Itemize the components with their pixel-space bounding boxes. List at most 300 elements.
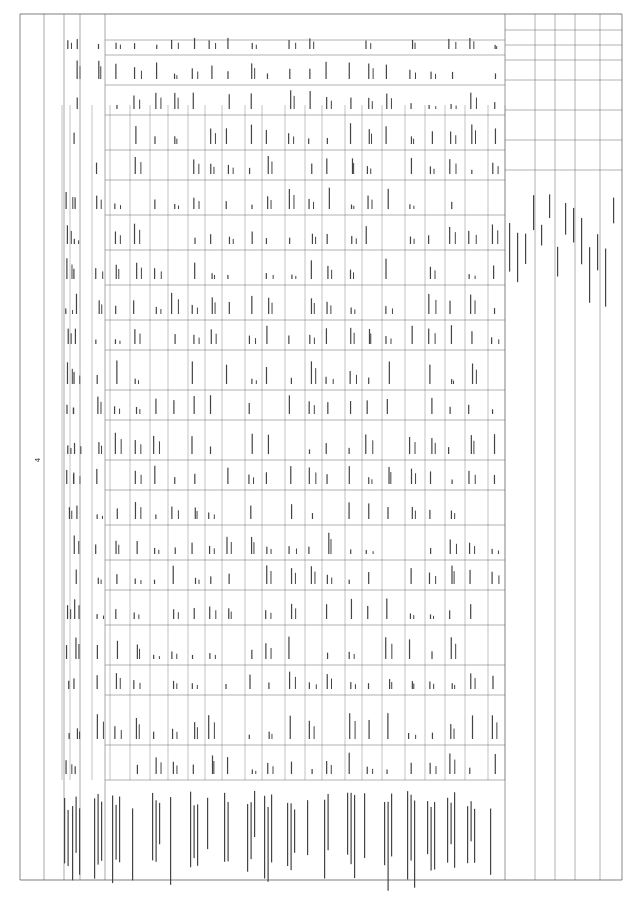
cell-text-mark — [455, 135, 456, 144]
cell-text-mark — [371, 134, 372, 144]
cell-text-mark — [197, 308, 198, 314]
cell-text-mark — [176, 683, 177, 689]
row-label-text — [411, 795, 412, 861]
cell-text-mark — [178, 43, 179, 49]
cell-text-mark — [309, 449, 310, 454]
cell-text-mark — [373, 68, 374, 79]
cell-text-mark — [295, 573, 296, 584]
cell-text-mark — [98, 578, 99, 584]
cell-text-mark — [76, 294, 77, 314]
cell-text-mark — [215, 302, 216, 314]
cell-text-mark — [251, 93, 252, 109]
cell-text-mark — [73, 408, 74, 414]
cell-text-mark — [432, 131, 433, 144]
cell-text-mark — [71, 43, 72, 49]
cell-text-mark — [476, 370, 477, 384]
cell-text-mark — [409, 70, 410, 79]
cell-text-mark — [95, 340, 96, 344]
cell-text-mark — [67, 445, 68, 454]
cell-text-mark — [137, 765, 138, 774]
row-label-text — [116, 805, 117, 860]
row-label-text — [388, 802, 389, 891]
cell-text-mark — [366, 550, 367, 554]
cell-text-mark — [454, 685, 455, 689]
cell-text-mark — [415, 43, 416, 49]
cell-text-mark — [353, 272, 354, 279]
row-label-text — [152, 793, 153, 860]
cell-text-mark — [115, 541, 116, 554]
cell-text-mark — [330, 539, 331, 554]
cell-text-mark — [288, 133, 289, 144]
cell-text-mark — [354, 333, 355, 344]
cell-text-mark — [471, 331, 472, 344]
cell-text-mark — [429, 365, 430, 384]
cell-text-mark — [289, 238, 290, 244]
cell-text-mark — [267, 73, 268, 79]
cell-text-mark — [194, 722, 195, 739]
cell-text-mark — [115, 43, 116, 49]
cell-text-mark — [498, 550, 499, 554]
cell-text-mark — [367, 767, 368, 774]
cell-text-mark — [100, 402, 101, 414]
row-label-text — [72, 806, 73, 881]
cell-text-mark — [328, 533, 329, 554]
cell-text-mark — [331, 578, 332, 584]
cell-text-mark — [413, 206, 414, 209]
cell-text-mark — [449, 301, 450, 314]
cell-text-mark — [229, 302, 230, 314]
cell-text-mark — [273, 275, 274, 279]
cell-text-mark — [291, 275, 292, 279]
cell-text-mark — [174, 93, 175, 109]
cell-text-mark — [120, 678, 121, 689]
row-label-text — [490, 809, 491, 875]
cell-text-mark — [256, 45, 257, 49]
cell-text-mark — [268, 298, 269, 314]
cell-text-mark — [353, 163, 354, 174]
cell-text-mark — [372, 440, 373, 454]
cell-text-mark — [215, 655, 216, 659]
cell-text-mark — [255, 338, 256, 344]
cell-text-mark — [172, 729, 173, 739]
cell-text-mark — [227, 275, 228, 279]
cell-text-mark — [368, 64, 369, 79]
cell-text-mark — [72, 369, 73, 384]
row-label-text — [194, 805, 195, 858]
cell-text-mark — [96, 469, 97, 484]
header-text — [597, 234, 598, 270]
cell-text-mark — [66, 645, 67, 659]
cell-text-mark — [199, 338, 200, 344]
cell-text-mark — [349, 580, 350, 584]
cell-text-mark — [254, 68, 255, 79]
header-text — [525, 234, 526, 264]
cell-text-mark — [435, 270, 436, 279]
cell-text-mark — [372, 101, 373, 109]
cell-text-mark — [412, 326, 413, 344]
row-label-text — [264, 796, 265, 879]
cell-text-mark — [115, 433, 116, 454]
cell-text-mark — [191, 543, 192, 554]
cell-text-mark — [216, 334, 217, 344]
cell-text-mark — [391, 98, 392, 109]
cell-text-mark — [98, 442, 99, 454]
cell-text-mark — [267, 763, 268, 774]
cell-text-mark — [212, 297, 213, 314]
cell-text-mark — [71, 333, 72, 344]
cell-text-mark — [66, 470, 67, 484]
cell-text-mark — [430, 763, 431, 774]
cell-text-mark — [293, 136, 294, 144]
cell-text-mark — [326, 604, 327, 619]
cell-text-mark — [97, 645, 98, 659]
cell-text-mark — [455, 232, 456, 244]
cell-text-mark — [159, 656, 160, 659]
cell-text-mark — [77, 39, 78, 49]
cell-text-mark — [209, 40, 210, 49]
cell-text-mark — [198, 164, 199, 174]
cell-text-mark — [74, 535, 75, 554]
cell-text-mark — [497, 230, 498, 244]
cell-text-mark — [73, 269, 74, 279]
cell-text-mark — [435, 766, 436, 774]
cell-text-mark — [268, 682, 269, 689]
cell-text-mark — [435, 300, 436, 314]
cell-text-mark — [491, 572, 492, 584]
cell-text-mark — [138, 380, 139, 384]
cell-text-mark — [197, 727, 198, 739]
row-label-text — [474, 809, 475, 863]
cell-text-mark — [350, 371, 351, 384]
cell-text-mark — [154, 199, 155, 209]
cell-text-mark — [311, 298, 312, 314]
cell-text-mark — [115, 306, 116, 314]
cell-text-mark — [428, 235, 429, 244]
cell-text-mark — [210, 164, 211, 174]
cell-text-mark — [295, 276, 296, 279]
cell-text-mark — [101, 304, 102, 314]
cell-text-mark — [226, 201, 227, 209]
cell-text-mark — [80, 446, 81, 454]
cell-text-mark — [469, 570, 470, 584]
cell-text-mark — [476, 98, 477, 109]
cell-text-mark — [72, 197, 73, 209]
cell-text-mark — [248, 475, 249, 484]
cell-text-mark — [194, 396, 195, 414]
cell-text-mark — [252, 232, 253, 244]
cell-text-mark — [475, 130, 476, 144]
cell-text-mark — [368, 477, 369, 484]
header-text — [509, 223, 510, 272]
cell-text-mark — [73, 678, 74, 689]
cell-text-mark — [115, 64, 116, 79]
cell-text-mark — [314, 405, 315, 414]
cell-text-mark — [271, 734, 272, 739]
cell-text-mark — [326, 443, 327, 454]
cell-text-mark — [492, 409, 493, 414]
cell-text-mark — [176, 765, 177, 774]
cell-text-mark — [71, 231, 72, 244]
cell-text-mark — [69, 507, 70, 519]
cell-text-mark — [350, 98, 351, 109]
row-label-text — [391, 794, 392, 857]
cell-text-mark — [73, 473, 74, 484]
cell-text-mark — [327, 674, 328, 689]
row-label-text — [101, 802, 102, 861]
cell-text-mark — [365, 434, 366, 454]
cell-text-mark — [314, 303, 315, 314]
row-label-text — [76, 797, 77, 853]
cell-text-mark — [451, 379, 452, 384]
cell-text-mark — [153, 436, 154, 454]
cell-text-mark — [470, 93, 471, 109]
cell-text-mark — [134, 224, 135, 244]
row-label-text — [170, 797, 171, 885]
cell-text-mark — [226, 365, 227, 384]
row-label-text — [291, 803, 292, 870]
cell-text-mark — [137, 644, 138, 659]
cell-text-mark — [470, 604, 471, 619]
cell-text-mark — [192, 655, 193, 659]
cell-text-mark — [371, 479, 372, 484]
cell-text-mark — [210, 446, 211, 454]
cell-text-mark — [231, 542, 232, 554]
row-label-text — [207, 798, 208, 849]
cell-text-mark — [209, 606, 210, 619]
cell-text-mark — [291, 604, 292, 619]
cell-text-mark — [415, 73, 416, 79]
cell-text-mark — [156, 45, 157, 49]
cell-text-mark — [193, 765, 194, 774]
cell-text-mark — [326, 97, 327, 109]
cell-text-mark — [66, 192, 67, 209]
cell-text-mark — [430, 166, 431, 174]
cell-text-mark — [227, 38, 228, 49]
cell-text-mark — [469, 274, 470, 279]
cell-text-mark — [210, 576, 211, 584]
cell-text-mark — [387, 399, 388, 414]
cell-text-mark — [368, 98, 369, 109]
cell-text-mark — [161, 271, 162, 279]
cell-text-mark — [79, 66, 80, 79]
cell-text-mark — [139, 649, 140, 659]
cell-text-mark — [174, 204, 175, 209]
cell-text-mark — [289, 189, 290, 209]
cell-text-mark — [194, 38, 195, 49]
cell-text-mark — [349, 753, 350, 774]
cell-text-mark — [79, 376, 80, 384]
cell-text-mark — [228, 165, 229, 174]
cell-text-mark — [412, 507, 413, 519]
cell-text-mark — [103, 616, 104, 619]
cell-text-mark — [388, 189, 389, 209]
cell-text-mark — [385, 259, 386, 279]
cell-text-mark — [385, 637, 386, 659]
cell-text-mark — [327, 575, 328, 584]
row-label-text — [68, 810, 69, 866]
cell-text-mark — [73, 133, 74, 144]
row-label-text — [94, 798, 95, 878]
cell-text-mark — [495, 128, 496, 144]
cell-text-mark — [153, 732, 154, 739]
cell-text-mark — [208, 715, 209, 739]
row-label-text — [132, 808, 133, 880]
cell-text-mark — [78, 240, 79, 244]
cell-text-mark — [289, 395, 290, 414]
cell-text-mark — [193, 93, 194, 109]
cell-text-mark — [139, 230, 140, 244]
cell-text-mark — [251, 650, 252, 659]
cell-text-mark — [452, 72, 453, 79]
cell-text-mark — [451, 566, 452, 584]
cell-text-mark — [309, 401, 310, 414]
cell-text-mark — [252, 434, 253, 454]
cell-text-mark — [225, 684, 226, 689]
cell-text-mark — [295, 43, 296, 49]
cell-text-mark — [233, 239, 234, 244]
cell-text-mark — [389, 679, 390, 689]
cell-text-mark — [430, 614, 431, 619]
cell-text-mark — [410, 237, 411, 244]
row-label-text — [471, 801, 472, 841]
cell-text-mark — [449, 159, 450, 174]
cell-text-mark — [73, 372, 74, 384]
cell-text-mark — [413, 615, 414, 619]
cell-text-mark — [74, 443, 75, 454]
cell-text-mark — [228, 608, 229, 619]
cell-text-mark — [386, 65, 387, 79]
cell-text-mark — [450, 724, 451, 739]
cell-text-mark — [349, 448, 350, 454]
cell-text-mark — [316, 684, 317, 689]
cell-text-mark — [310, 91, 311, 109]
cell-text-mark — [492, 163, 493, 174]
cell-text-mark — [265, 643, 266, 659]
cell-text-mark — [78, 644, 79, 659]
cell-text-mark — [387, 507, 388, 519]
cell-text-mark — [355, 721, 356, 739]
cell-text-mark — [313, 42, 314, 49]
cell-text-mark — [136, 263, 137, 279]
cell-text-mark — [178, 510, 179, 519]
cell-text-mark — [139, 100, 140, 109]
row-label-text — [159, 803, 160, 844]
cell-text-mark — [411, 136, 412, 144]
cell-text-mark — [431, 651, 432, 659]
cell-text-mark — [449, 227, 450, 244]
cell-text-mark — [252, 43, 253, 49]
cell-text-mark — [450, 104, 451, 109]
cell-text-mark — [409, 437, 410, 454]
cell-text-mark — [251, 379, 252, 384]
cell-text-mark — [192, 361, 193, 384]
cell-text-mark — [491, 337, 492, 344]
cell-text-mark — [116, 265, 117, 279]
cell-text-mark — [288, 546, 289, 554]
cell-text-mark — [140, 580, 141, 584]
cell-text-mark — [156, 307, 157, 314]
cell-text-mark — [350, 328, 351, 344]
cell-text-mark — [354, 309, 355, 314]
cell-text-mark — [135, 502, 136, 519]
cell-text-mark — [471, 435, 472, 454]
cell-text-mark — [266, 130, 267, 144]
cell-text-mark — [495, 45, 496, 49]
cell-text-mark — [209, 546, 210, 554]
cell-text-mark — [136, 407, 137, 414]
cell-text-mark — [494, 308, 495, 314]
header-text — [605, 249, 606, 307]
cell-text-mark — [194, 263, 195, 279]
cell-text-mark — [452, 480, 453, 484]
cell-text-mark — [472, 715, 473, 739]
cell-text-mark — [470, 295, 471, 314]
cell-text-mark — [309, 69, 310, 79]
cell-text-mark — [215, 610, 216, 619]
cell-text-mark — [197, 685, 198, 689]
cell-text-mark — [135, 578, 136, 584]
cell-text-mark — [250, 506, 251, 519]
cell-text-mark — [448, 447, 449, 454]
cell-text-mark — [412, 681, 413, 689]
cell-text-mark — [428, 294, 429, 314]
cell-text-mark — [251, 296, 252, 314]
cell-text-mark — [194, 608, 195, 619]
cell-text-mark — [289, 672, 290, 689]
cell-text-mark — [253, 542, 254, 554]
cell-text-mark — [171, 507, 172, 519]
cell-text-mark — [114, 726, 115, 739]
cell-text-mark — [475, 678, 476, 689]
cell-text-mark — [494, 102, 495, 109]
cell-text-mark — [475, 276, 476, 279]
cell-text-mark — [209, 653, 210, 659]
cell-text-mark — [96, 163, 97, 174]
cell-text-mark — [309, 38, 310, 49]
cell-text-mark — [229, 94, 230, 109]
cell-text-mark — [498, 166, 499, 174]
cell-text-mark — [385, 336, 386, 344]
cell-text-mark — [115, 231, 116, 244]
cell-text-mark — [367, 400, 368, 414]
cell-text-mark — [309, 682, 310, 689]
cell-text-mark — [350, 270, 351, 279]
row-label-text — [427, 801, 428, 854]
cell-text-mark — [255, 771, 256, 774]
cell-text-mark — [116, 105, 117, 109]
cell-text-mark — [386, 94, 387, 109]
cell-text-mark — [194, 474, 195, 484]
cell-text-mark — [308, 138, 309, 144]
cell-text-mark — [176, 654, 177, 659]
cell-text-mark — [120, 205, 121, 209]
cell-text-mark — [312, 234, 313, 244]
cell-text-mark — [77, 60, 78, 79]
cell-text-mark — [348, 502, 349, 519]
row-label-text — [112, 795, 113, 883]
cell-text-mark — [411, 763, 412, 774]
cell-text-mark — [197, 511, 198, 519]
cell-text-mark — [353, 206, 354, 209]
cell-text-mark — [249, 735, 250, 739]
cell-text-mark — [231, 612, 232, 619]
row-label-text — [251, 802, 252, 859]
cell-text-mark — [473, 41, 474, 49]
cell-text-mark — [495, 754, 496, 774]
row-label-text — [347, 793, 348, 855]
header-text — [549, 194, 550, 218]
cell-text-mark — [327, 234, 328, 244]
